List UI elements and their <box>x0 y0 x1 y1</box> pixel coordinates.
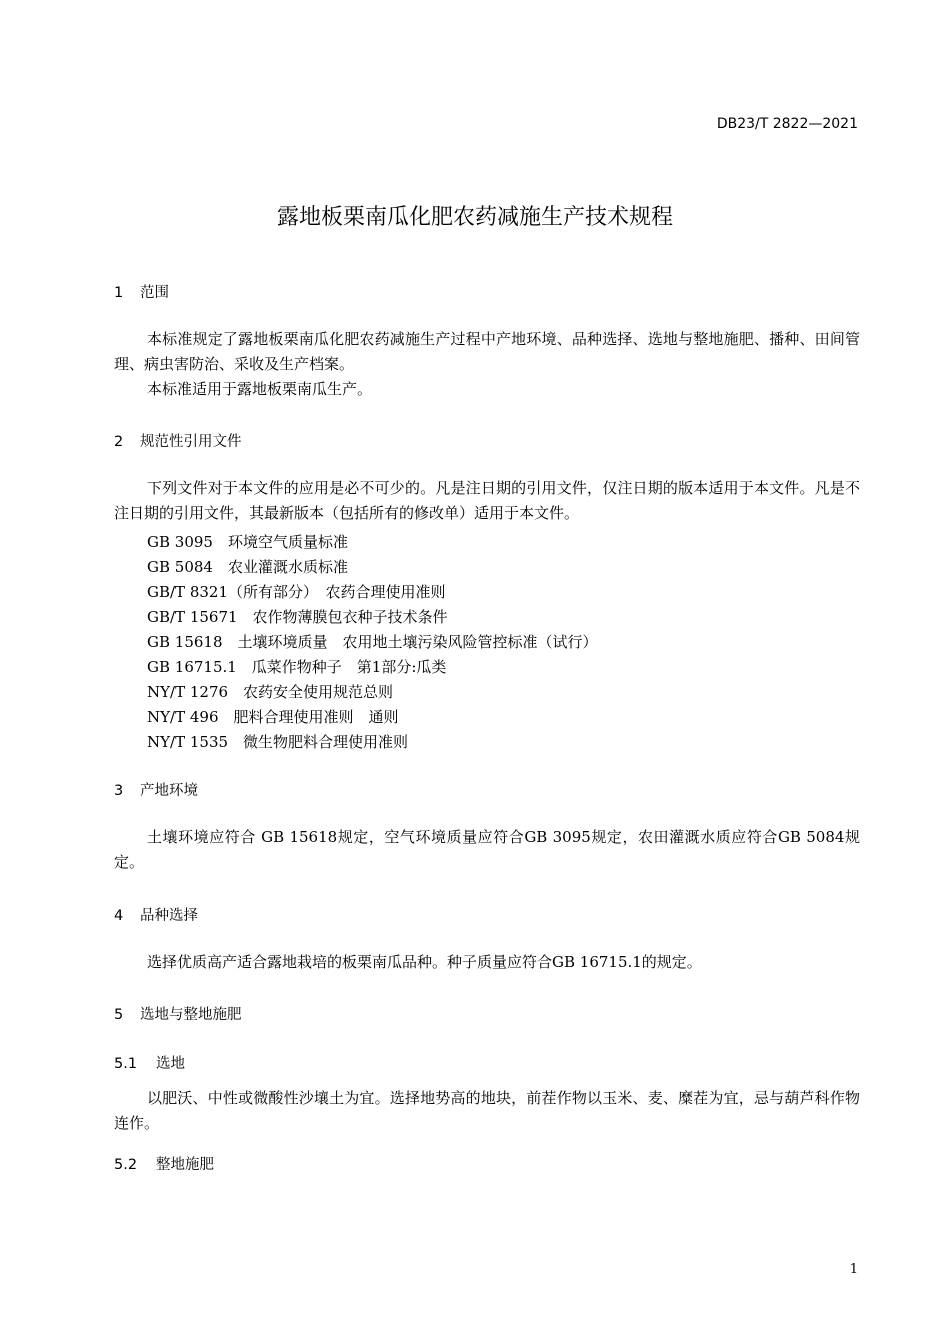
section-number: 3 <box>114 783 124 799</box>
section-title: 规范性引用文件 <box>140 434 242 450</box>
section-number: 5 <box>114 1007 124 1023</box>
reference-item: NY/T 496 肥料合理使用准则 通则 <box>147 708 399 726</box>
standard-number: DB23/T 2822—2021 <box>716 116 858 132</box>
subsection-title: 整地施肥 <box>156 1157 214 1173</box>
section-number: 1 <box>114 285 124 301</box>
subsection-title: 选地 <box>156 1056 185 1072</box>
section-1-heading <box>114 281 169 302</box>
section-5-heading <box>114 1003 242 1024</box>
section-title: 产地环境 <box>140 783 198 799</box>
reference-item: GB 15618 土壤环境质量 农用地土壤污染风险管控标准（试行） <box>147 633 598 651</box>
section-1-paragraph-1: 本标准规定了露地板栗南瓜化肥农药减施生产过程中产地环境、品种选择、选地与整地施肥、播种、田间管理、病虫害防治、采收及生产档案。 <box>114 330 860 373</box>
reference-item: NY/T 1276 农药安全使用规范总则 <box>147 683 394 701</box>
section-3-paragraph: 土壤环境应符合 GB 15618规定，空气环境质量应符合GB 3095规定，农田灌溉水质应符合GB 5084规定。 <box>114 828 860 871</box>
section-title: 品种选择 <box>140 908 198 924</box>
subsection-5-1-paragraph: 以肥沃、中性或微酸性沙壤土为宜。选择地势高的地块，前茬作物以玉米、麦、糜茬为宜，忌与葫芦科作物连作。 <box>114 1089 860 1132</box>
subsection-5-1-heading <box>114 1052 185 1073</box>
reference-item: GB 5084 农业灌溉水质标准 <box>147 558 348 576</box>
reference-item: GB/T 15671 农作物薄膜包衣种子技术条件 <box>147 608 448 626</box>
reference-item: NY/T 1535 微生物肥料合理使用准则 <box>147 733 409 751</box>
section-3-heading <box>114 779 198 800</box>
section-title: 选地与整地施肥 <box>140 1007 242 1023</box>
section-1-paragraph-2: 本标准适用于露地板栗南瓜生产。 <box>147 380 373 398</box>
subsection-number: 5.1 <box>114 1056 138 1072</box>
section-number: 4 <box>114 908 124 924</box>
subsection-5-2-heading <box>114 1153 214 1174</box>
section-2-intro: 下列文件对于本文件的应用是必不可少的。凡是注日期的引用文件，仅注日期的版本适用于本文件。凡是不注日期的引用文件，其最新版本（包括所有的修改单）适用于本文件。 <box>114 479 860 522</box>
section-2-heading <box>114 430 242 451</box>
document-title: 露地板栗南瓜化肥农药减施生产技术规程 <box>276 205 673 230</box>
section-4-paragraph: 选择优质高产适合露地栽培的板栗南瓜品种。种子质量应符合GB 16715.1的规定。 <box>147 953 702 971</box>
section-4-heading <box>114 904 198 925</box>
reference-item: GB/T 8321（所有部分） 农药合理使用准则 <box>147 583 446 601</box>
section-title: 范围 <box>140 285 169 301</box>
section-number: 2 <box>114 434 124 450</box>
subsection-number: 5.2 <box>114 1157 138 1173</box>
page-number: 1 <box>849 1262 858 1277</box>
reference-item: GB 3095 环境空气质量标准 <box>147 533 348 551</box>
reference-item: GB 16715.1 瓜菜作物种子 第1部分:瓜类 <box>147 658 447 676</box>
